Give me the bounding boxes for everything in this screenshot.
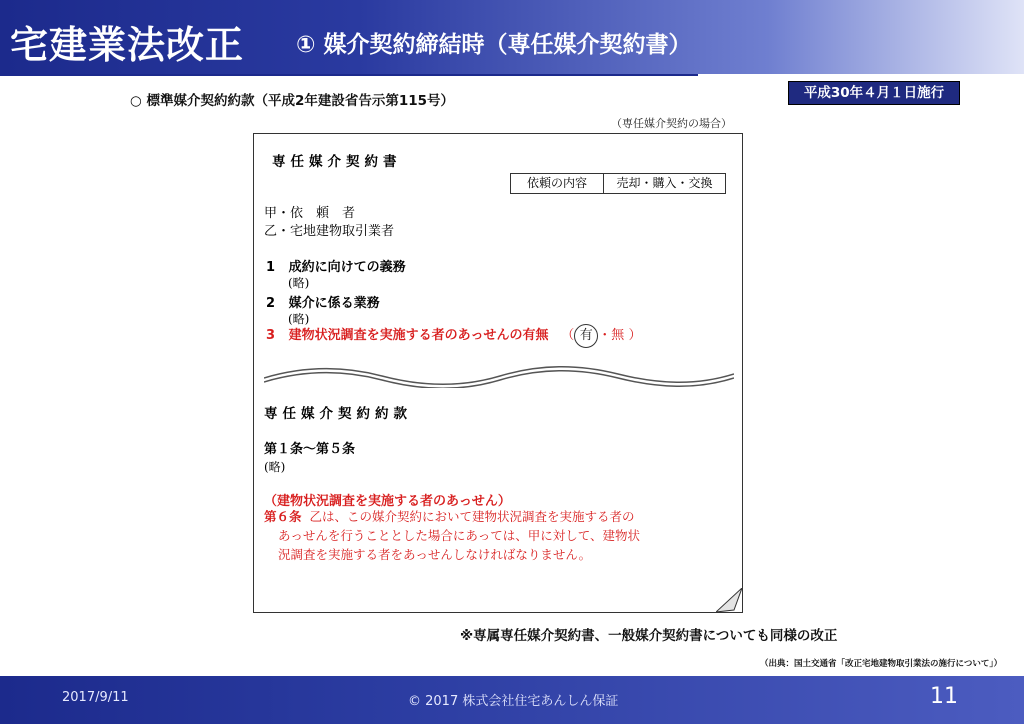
- footer-date: 2017/9/11: [62, 690, 129, 705]
- footer-copyright: © 2017 株式会社住宅あんしん保証: [408, 694, 619, 709]
- standard-terms-label: ○ 標準媒介契約約款（平成2年建設省告示第115号）: [130, 93, 455, 109]
- terms-title: 専任媒介契約約款: [264, 406, 412, 422]
- slide-title: 宅建業法改正: [10, 23, 245, 67]
- item-text: 建物状況調査を実施する者のあっせんの有無: [288, 328, 549, 343]
- item-1-note: (略): [288, 276, 310, 290]
- option-yes-circled: 有: [574, 324, 598, 348]
- document-title: 専任媒介契約書: [272, 154, 402, 170]
- request-value: 売却・購入・交換: [616, 176, 713, 190]
- item-3: 3 建物状況調査を実施する者のあっせんの有無 （ 有 ・無 ）: [266, 324, 641, 348]
- header-underline: [0, 74, 698, 76]
- article-6-line: 況調査を実施する者をあっせんしなければなりません。: [278, 547, 592, 562]
- wavy-divider: [264, 364, 734, 388]
- item-1: [266, 256, 406, 275]
- contract-document: [253, 133, 743, 613]
- article-6-heading: （建物状況調査を実施する者のあっせん）: [264, 494, 511, 509]
- item-text: 成約に向けての義務: [288, 260, 406, 275]
- item-text: 媒介に係る業務: [288, 296, 380, 311]
- item-number: 3: [266, 328, 276, 343]
- footer-bar: [0, 676, 1024, 724]
- article-6-label: 第６条: [264, 509, 302, 524]
- footnote: ※専属専任媒介契約書、一般媒介契約書についても同様の改正: [460, 628, 838, 644]
- source-citation: （出典：国土交通省「改正宅地建物取引業法の施行について」）: [760, 659, 1003, 669]
- page-number: 11: [930, 684, 958, 709]
- item-number: 1: [266, 260, 276, 275]
- slide-subtitle: ① 媒介契約締結時（専任媒介契約書）: [296, 32, 692, 58]
- item-2: [266, 292, 380, 311]
- case-note: （専任媒介契約の場合）: [611, 117, 732, 130]
- party-client: 甲・依 頼 者: [264, 206, 356, 221]
- party-broker: 乙・宅地建物取引業者: [264, 224, 395, 239]
- page-curl-icon: [716, 588, 742, 612]
- header-banner: [0, 0, 1024, 74]
- article-6-line: 乙は、この媒介契約において建物状況調査を実施する者の: [309, 509, 635, 524]
- request-label: 依頼の内容: [511, 174, 604, 193]
- article-6-line: あっせんを行うこととした場合にあっては、甲に対して、建物状: [278, 528, 641, 543]
- item-number: 2: [266, 296, 276, 311]
- option-no: ・無: [598, 328, 625, 343]
- effective-date-badge: 平成30年４月１日施行: [788, 81, 960, 105]
- request-table: [510, 173, 726, 194]
- article-6-body: [264, 507, 734, 564]
- articles-note: (略): [264, 460, 286, 474]
- item-2-note: (略): [288, 312, 310, 326]
- articles-range: 第１条～第５条: [264, 442, 356, 457]
